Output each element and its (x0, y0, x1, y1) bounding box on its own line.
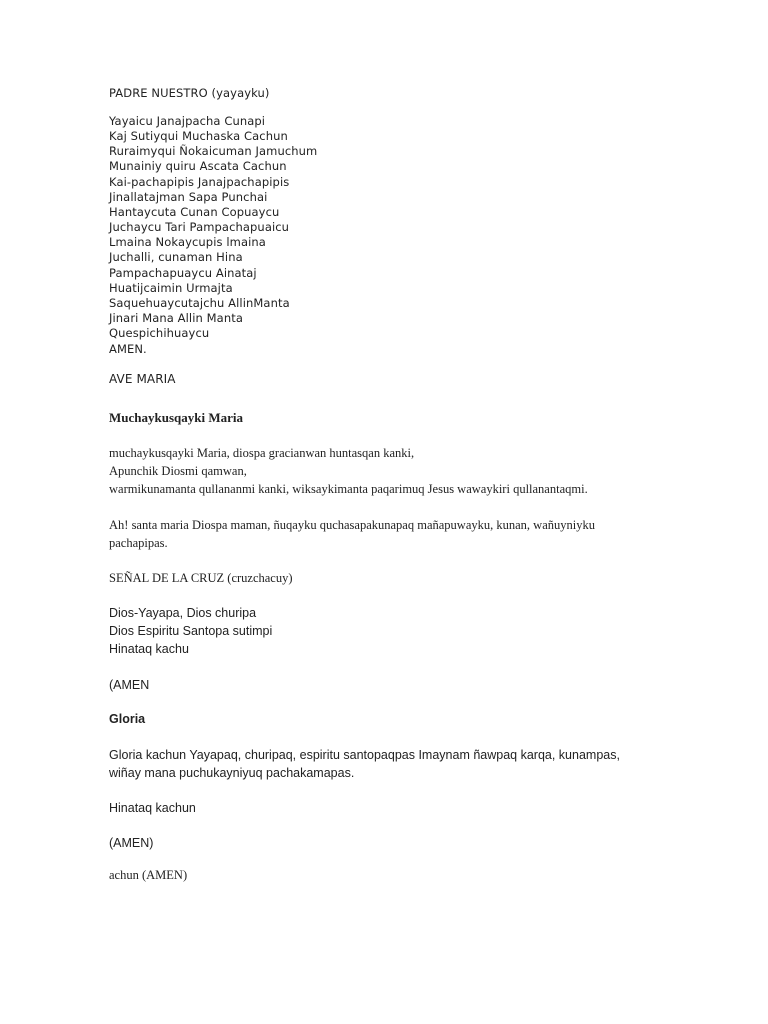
prayer-line: Jinari Mana Allin Manta (109, 311, 243, 325)
ave-maria-line: Ah! santa maria Diospa maman, ñuqayku quchasapakunapaq mañapuwayku, kunan, wañuyniyku (109, 518, 595, 532)
ave-maria-line: Apunchik Diosmi qamwan, (109, 464, 247, 478)
gloria-line-2: Hinataq kachun (109, 801, 196, 815)
ave-maria-subheading: Muchaykusqayki Maria (109, 410, 243, 425)
prayer-line: Yayaicu Janajpacha Cunapi (109, 114, 266, 128)
gloria-amen: (AMEN) (109, 836, 154, 850)
prayer-line: Juchaycu Tari Pampachapuaicu (109, 220, 290, 234)
padre-nuestro-title: PADRE NUESTRO (yayayku) (109, 86, 270, 100)
ave-maria-line: pachapipas. (109, 536, 168, 550)
prayer-line: Saquehuaycutajchu AllinManta (109, 296, 290, 310)
prayer-line: Kaj Sutiyqui Muchaska Cachun (109, 129, 288, 143)
prayer-line: Lmaina Nokaycupis lmaina (109, 235, 266, 249)
senal-line: Dios Espiritu Santopa sutimpi (109, 624, 273, 638)
prayer-line: Jinallatajman Sapa Punchai (109, 190, 268, 204)
senal-line: Dios-Yayapa, Dios churipa (109, 606, 257, 620)
prayer-line: Juchalli, cunaman Hina (109, 250, 243, 264)
ave-maria-line: warmikunamanta qullananmi kanki, wiksaykimanta paqarimuq Jesus wawaykiri qullanantaqmi. (109, 482, 588, 496)
prayer-line: Pampachapuaycu Ainataj (109, 266, 257, 280)
prayer-line: Munainiy quiru Ascata Cachun (109, 159, 287, 173)
ave-maria-line: muchaykusqayki Maria, diospa gracianwan huntasqan kanki, (109, 446, 415, 460)
gloria-line: Gloria kachun Yayapaq, churipaq, espiritu santopaqpas Imaynam ñawpaq karqa, kunampas, (109, 748, 620, 762)
prayer-line: Kai-pachapipis Janajpachapipis (109, 175, 290, 189)
prayer-line: AMEN. (109, 342, 147, 356)
senal-amen: (AMEN (109, 678, 150, 692)
gloria-last-line: achun (AMEN) (109, 868, 188, 882)
prayer-line: Huatijcaimin Urmajta (109, 281, 233, 295)
gloria-heading: Gloria (109, 712, 146, 726)
senal-line: Hinataq kachu (109, 642, 189, 656)
ave-maria-heading: AVE MARIA (109, 372, 176, 386)
prayer-line: Quespichihuaycu (109, 326, 210, 340)
prayer-line: Ruraimyqui Ñokaicuman Jamuchum (109, 144, 318, 158)
senal-heading: SEÑAL DE LA CRUZ (cruzchacuy) (109, 571, 293, 585)
prayer-line: Hantaycuta Cunan Copuaycu (109, 205, 280, 219)
gloria-line: wiñay mana puchukayniyuq pachakamapas. (109, 766, 355, 780)
